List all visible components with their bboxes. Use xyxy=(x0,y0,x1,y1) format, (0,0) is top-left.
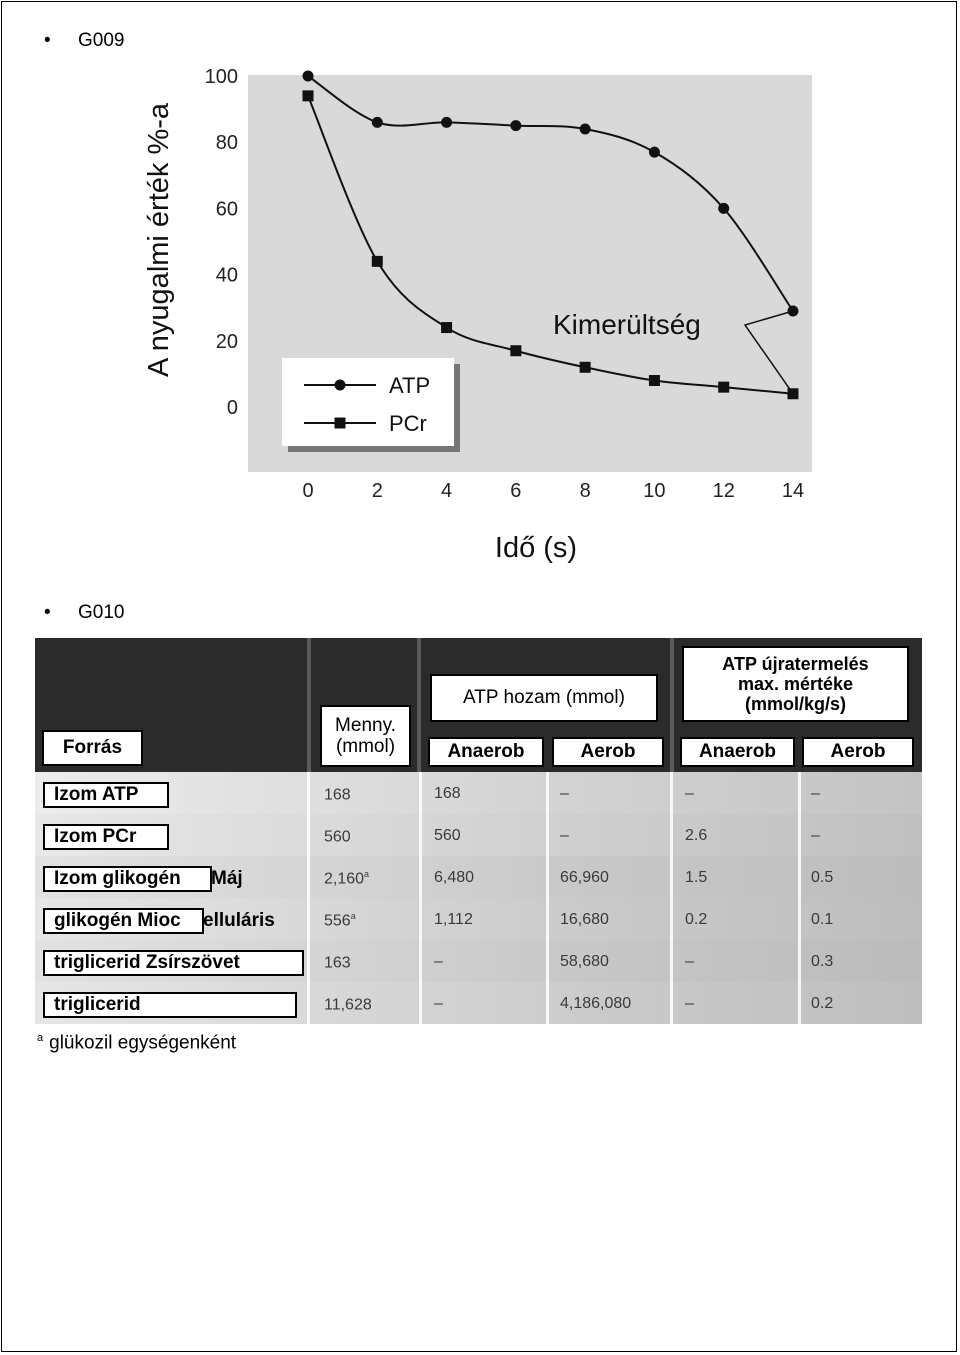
x-tick-label: 10 xyxy=(643,480,666,502)
column-divider xyxy=(670,772,673,1024)
row-label-overflow: Máj xyxy=(211,868,243,889)
x-tick-label: 12 xyxy=(712,480,735,502)
yield-aerob-cell: 66,960 xyxy=(560,869,609,886)
pcr-point xyxy=(372,256,383,267)
amount-cell: 163 xyxy=(324,954,351,972)
pcr-point xyxy=(510,345,521,356)
energy-source-table xyxy=(35,638,922,1024)
yield-anaerob-cell: – xyxy=(434,995,443,1012)
rate-anaerob-cell: – xyxy=(685,995,694,1012)
atp-point xyxy=(441,117,452,128)
amount-cell: 11,628 xyxy=(324,996,372,1014)
column-divider xyxy=(546,772,549,1024)
rate-anaerob-cell: 1.5 xyxy=(685,869,708,886)
x-tick-label: 0 xyxy=(302,480,314,502)
header-rate-anaerob: Anaerob xyxy=(680,737,795,767)
header-rate-aerob: Aerob xyxy=(802,737,914,767)
header-atp-rate: ATP újratermelés max. mértéke (mmol/kg/s) xyxy=(682,646,909,722)
atp-point xyxy=(372,117,383,128)
legend-atp-marker xyxy=(335,380,346,391)
y-tick-label: 40 xyxy=(215,264,238,287)
legend-pcr-label: PCr xyxy=(389,411,427,436)
rate-aerob-cell: 0.3 xyxy=(811,953,834,970)
yield-anaerob-cell: 6,480 xyxy=(434,869,475,886)
column-divider xyxy=(419,772,422,1024)
header-divider xyxy=(307,638,311,772)
x-tick-label: 6 xyxy=(510,480,522,502)
row-label: Izom glikogén xyxy=(43,866,212,892)
y-tick-label: 20 xyxy=(215,330,238,353)
rate-aerob-cell: – xyxy=(811,827,820,844)
row-label: Izom ATP xyxy=(43,782,169,808)
atp-point xyxy=(510,120,521,131)
yield-anaerob-cell: 1,112 xyxy=(434,911,473,928)
rate-aerob-cell: 0.2 xyxy=(811,995,834,1012)
rate-aerob-cell: 0.5 xyxy=(811,869,834,886)
section-title-g010: G010 xyxy=(78,602,125,623)
header-divider xyxy=(417,638,421,772)
y-tick-label: 80 xyxy=(215,132,238,155)
legend-box xyxy=(282,358,454,446)
row-label: Izom PCr xyxy=(43,824,169,850)
footnote-mark: a xyxy=(37,1032,44,1044)
x-axis-label: Idő (s) xyxy=(494,532,578,564)
yield-aerob-cell: 16,680 xyxy=(560,911,609,928)
header-yield-aerob: Aerob xyxy=(552,737,664,767)
header-atp-yield: ATP hozam (mmol) xyxy=(430,674,658,722)
table-footnote xyxy=(37,1032,236,1054)
section-title-g009: G009 xyxy=(78,30,125,51)
pcr-point xyxy=(303,90,314,101)
yield-anaerob-cell: 560 xyxy=(434,827,461,844)
rate-aerob-cell: 0.1 xyxy=(811,911,834,928)
y-tick-label: 0 xyxy=(226,397,238,419)
x-tick-label: 4 xyxy=(441,480,453,502)
yield-anaerob-cell: – xyxy=(434,953,443,970)
legend-atp-label: ATP xyxy=(389,373,431,398)
rate-anaerob-cell: – xyxy=(685,953,694,970)
yield-aerob-cell: 4,186,080 xyxy=(560,995,632,1012)
bullet-icon: • xyxy=(44,30,51,51)
row-label: triglicerid Zsírszövet xyxy=(43,950,304,976)
header-yield-anaerob: Anaerob xyxy=(428,737,544,767)
y-tick-label: 100 xyxy=(204,66,238,88)
rate-aerob-cell: – xyxy=(811,785,820,802)
yield-aerob-cell: – xyxy=(560,827,569,844)
pcr-point xyxy=(718,382,729,393)
pcr-point xyxy=(580,362,591,373)
atp-point xyxy=(580,123,591,134)
legend-pcr-marker xyxy=(335,418,346,429)
annotation-label: Kimerültség xyxy=(553,309,701,340)
x-tick-label: 14 xyxy=(781,480,805,502)
amount-cell: 560 xyxy=(324,828,351,846)
y-axis-label: A nyugalmi érték %-a xyxy=(143,102,175,378)
row-label-overflow: elluláris xyxy=(203,910,275,931)
rate-anaerob-cell: 0.2 xyxy=(685,911,708,928)
y-tick-label: 60 xyxy=(215,198,238,221)
row-label: triglicerid xyxy=(43,992,297,1018)
atp-point xyxy=(303,71,314,82)
atp-point xyxy=(649,147,660,158)
pcr-point xyxy=(649,375,660,386)
yield-aerob-cell: 58,680 xyxy=(560,953,609,970)
column-divider xyxy=(798,772,801,1024)
bullet-icon: • xyxy=(44,602,51,623)
rate-anaerob-cell: – xyxy=(685,785,694,802)
x-tick-label: 2 xyxy=(371,480,383,502)
column-divider xyxy=(307,772,310,1024)
footnote-text: glükozil egységenként xyxy=(49,1032,237,1054)
yield-anaerob-cell: 168 xyxy=(434,785,461,802)
section-label-g010 xyxy=(44,602,124,624)
amount-cell: 168 xyxy=(324,786,351,804)
pcr-point xyxy=(441,322,452,333)
row-label: glikogén Mioc xyxy=(43,908,204,934)
header-source: Forrás xyxy=(42,730,143,766)
header-amount: Menny. (mmol) xyxy=(320,705,411,767)
x-tick-label: 8 xyxy=(579,480,591,502)
amount-cell: 2,160$^a$ xyxy=(324,869,370,888)
yield-aerob-cell: – xyxy=(560,785,569,802)
amount-cell: 556$^a$ xyxy=(324,911,356,930)
rate-anaerob-cell: 2.6 xyxy=(685,827,708,844)
header-divider xyxy=(670,638,674,772)
energy-depletion-chart xyxy=(0,0,960,580)
atp-point xyxy=(718,203,729,214)
